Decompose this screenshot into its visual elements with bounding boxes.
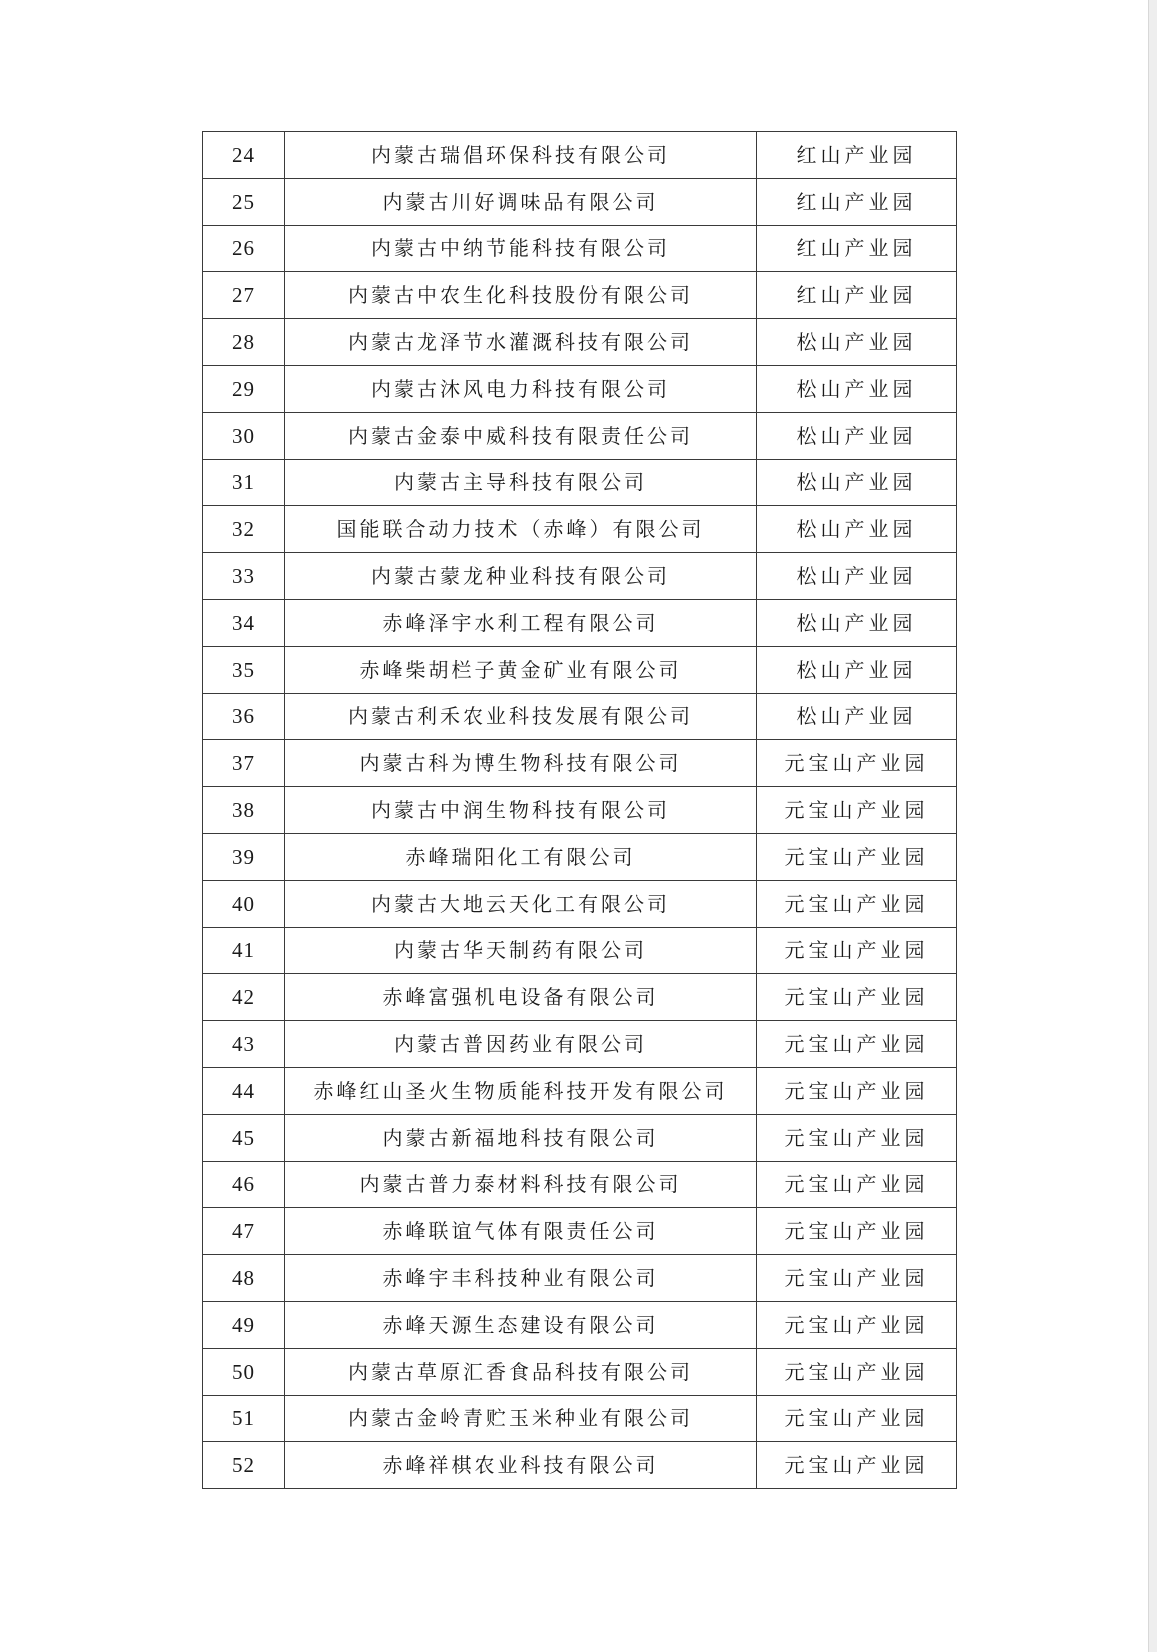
row-number: 40 xyxy=(203,880,285,927)
company-name: 内蒙古主导科技有限公司 xyxy=(285,459,757,506)
company-name: 内蒙古金泰中威科技有限责任公司 xyxy=(285,412,757,459)
industrial-park: 元宝山产业园 xyxy=(757,1348,957,1395)
row-number: 24 xyxy=(203,132,285,179)
industrial-park: 元宝山产业园 xyxy=(757,1395,957,1442)
table-row xyxy=(203,459,957,506)
industrial-park: 元宝山产业园 xyxy=(757,787,957,834)
industrial-park: 元宝山产业园 xyxy=(757,833,957,880)
table-row xyxy=(203,1348,957,1395)
row-number: 25 xyxy=(203,178,285,225)
table-row xyxy=(203,787,957,834)
table-row xyxy=(203,506,957,553)
table-row xyxy=(203,132,957,179)
row-number: 34 xyxy=(203,599,285,646)
industrial-park: 松山产业园 xyxy=(757,319,957,366)
industrial-park: 松山产业园 xyxy=(757,506,957,553)
industrial-park: 红山产业园 xyxy=(757,272,957,319)
table-row xyxy=(203,272,957,319)
industrial-park: 元宝山产业园 xyxy=(757,1021,957,1068)
table-row xyxy=(203,693,957,740)
row-number: 27 xyxy=(203,272,285,319)
row-number: 26 xyxy=(203,225,285,272)
row-number: 51 xyxy=(203,1395,285,1442)
row-number: 35 xyxy=(203,646,285,693)
company-name: 赤峰红山圣火生物质能科技开发有限公司 xyxy=(285,1067,757,1114)
row-number: 52 xyxy=(203,1442,285,1489)
company-name: 内蒙古蒙龙种业科技有限公司 xyxy=(285,553,757,600)
company-table-body xyxy=(203,132,957,1489)
table-row xyxy=(203,974,957,1021)
row-number: 36 xyxy=(203,693,285,740)
company-name: 国能联合动力技术（赤峰）有限公司 xyxy=(285,506,757,553)
company-name: 内蒙古科为博生物科技有限公司 xyxy=(285,740,757,787)
industrial-park: 红山产业园 xyxy=(757,132,957,179)
row-number: 32 xyxy=(203,506,285,553)
company-name: 内蒙古华天制药有限公司 xyxy=(285,927,757,974)
company-name: 内蒙古沐风电力科技有限公司 xyxy=(285,365,757,412)
row-number: 48 xyxy=(203,1255,285,1302)
row-number: 41 xyxy=(203,927,285,974)
table-row xyxy=(203,1395,957,1442)
table-row xyxy=(203,833,957,880)
company-name: 赤峰天源生态建设有限公司 xyxy=(285,1301,757,1348)
company-name: 内蒙古龙泽节水灌溉科技有限公司 xyxy=(285,319,757,366)
company-name: 赤峰宇丰科技种业有限公司 xyxy=(285,1255,757,1302)
company-name: 内蒙古瑞倡环保科技有限公司 xyxy=(285,132,757,179)
industrial-park: 元宝山产业园 xyxy=(757,1161,957,1208)
industrial-park: 元宝山产业园 xyxy=(757,974,957,1021)
industrial-park: 松山产业园 xyxy=(757,459,957,506)
industrial-park: 元宝山产业园 xyxy=(757,740,957,787)
row-number: 33 xyxy=(203,553,285,600)
industrial-park: 元宝山产业园 xyxy=(757,1208,957,1255)
table-row xyxy=(203,646,957,693)
table-row xyxy=(203,319,957,366)
company-name: 内蒙古利禾农业科技发展有限公司 xyxy=(285,693,757,740)
row-number: 29 xyxy=(203,365,285,412)
row-number: 31 xyxy=(203,459,285,506)
table-row xyxy=(203,1161,957,1208)
industrial-park: 松山产业园 xyxy=(757,412,957,459)
industrial-park: 元宝山产业园 xyxy=(757,1114,957,1161)
row-number: 47 xyxy=(203,1208,285,1255)
row-number: 38 xyxy=(203,787,285,834)
company-table xyxy=(202,131,957,1489)
table-row xyxy=(203,1301,957,1348)
company-name: 内蒙古川好调味品有限公司 xyxy=(285,178,757,225)
company-name: 内蒙古普力泰材料科技有限公司 xyxy=(285,1161,757,1208)
industrial-park: 元宝山产业园 xyxy=(757,1442,957,1489)
row-number: 50 xyxy=(203,1348,285,1395)
table-row xyxy=(203,553,957,600)
company-name: 赤峰祥棋农业科技有限公司 xyxy=(285,1442,757,1489)
industrial-park: 松山产业园 xyxy=(757,693,957,740)
table-row xyxy=(203,1442,957,1489)
company-name: 赤峰泽宇水利工程有限公司 xyxy=(285,599,757,646)
industrial-park: 元宝山产业园 xyxy=(757,927,957,974)
table-row xyxy=(203,599,957,646)
company-name: 赤峰柴胡栏子黄金矿业有限公司 xyxy=(285,646,757,693)
industrial-park: 元宝山产业园 xyxy=(757,1255,957,1302)
industrial-park: 元宝山产业园 xyxy=(757,1301,957,1348)
row-number: 44 xyxy=(203,1067,285,1114)
company-name: 内蒙古草原汇香食品科技有限公司 xyxy=(285,1348,757,1395)
table-row xyxy=(203,178,957,225)
company-name: 赤峰联谊气体有限责任公司 xyxy=(285,1208,757,1255)
row-number: 45 xyxy=(203,1114,285,1161)
company-name: 内蒙古金岭青贮玉米种业有限公司 xyxy=(285,1395,757,1442)
industrial-park: 红山产业园 xyxy=(757,225,957,272)
row-number: 30 xyxy=(203,412,285,459)
table-row xyxy=(203,1067,957,1114)
company-name: 内蒙古中润生物科技有限公司 xyxy=(285,787,757,834)
industrial-park: 元宝山产业园 xyxy=(757,1067,957,1114)
table-row xyxy=(203,1255,957,1302)
industrial-park: 红山产业园 xyxy=(757,178,957,225)
table-row xyxy=(203,1114,957,1161)
row-number: 37 xyxy=(203,740,285,787)
row-number: 43 xyxy=(203,1021,285,1068)
row-number: 49 xyxy=(203,1301,285,1348)
table-row xyxy=(203,1021,957,1068)
industrial-park: 松山产业园 xyxy=(757,365,957,412)
industrial-park: 元宝山产业园 xyxy=(757,880,957,927)
row-number: 28 xyxy=(203,319,285,366)
company-name: 赤峰瑞阳化工有限公司 xyxy=(285,833,757,880)
industrial-park: 松山产业园 xyxy=(757,646,957,693)
row-number: 39 xyxy=(203,833,285,880)
company-name: 内蒙古大地云天化工有限公司 xyxy=(285,880,757,927)
page-edge xyxy=(1149,0,1157,1652)
company-name: 内蒙古普因药业有限公司 xyxy=(285,1021,757,1068)
table-row xyxy=(203,740,957,787)
company-name: 内蒙古新福地科技有限公司 xyxy=(285,1114,757,1161)
company-name: 内蒙古中纳节能科技有限公司 xyxy=(285,225,757,272)
industrial-park: 松山产业园 xyxy=(757,553,957,600)
industrial-park: 松山产业园 xyxy=(757,599,957,646)
table-row xyxy=(203,225,957,272)
row-number: 42 xyxy=(203,974,285,1021)
company-name: 内蒙古中农生化科技股份有限公司 xyxy=(285,272,757,319)
row-number: 46 xyxy=(203,1161,285,1208)
table-row xyxy=(203,412,957,459)
table-row xyxy=(203,1208,957,1255)
company-name: 赤峰富强机电设备有限公司 xyxy=(285,974,757,1021)
table-row xyxy=(203,880,957,927)
table-row xyxy=(203,927,957,974)
table-row xyxy=(203,365,957,412)
